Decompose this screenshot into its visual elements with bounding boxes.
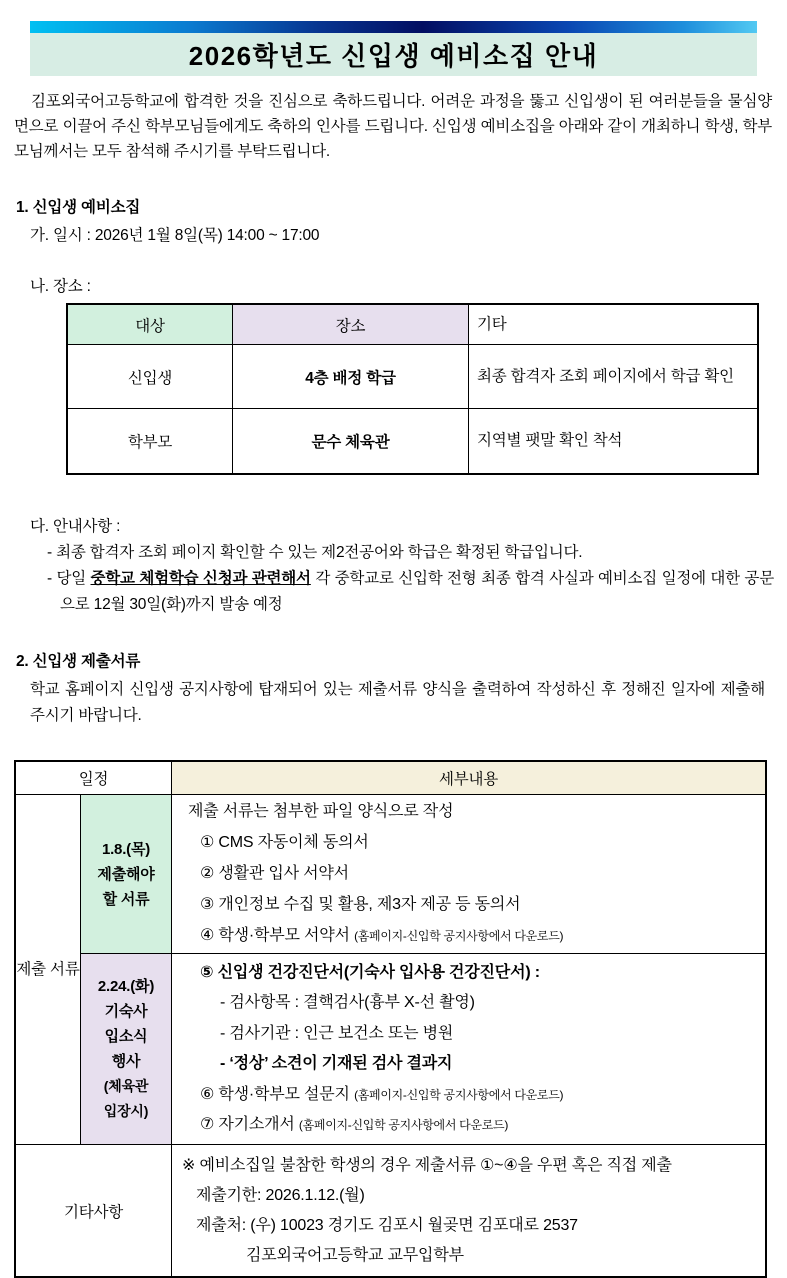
header-target: 대상 [67, 304, 233, 345]
row-group-label: 제출 서류 [15, 795, 81, 1145]
table-row [67, 345, 758, 409]
misc-detail-cell [172, 1145, 767, 1278]
date-line: 기숙사 [104, 1003, 148, 1020]
date-line: 1.8.(목) [101, 840, 151, 858]
documents-row-2 [15, 954, 766, 1145]
misc-line-3: 제출처: (우) 10023 경기도 김포시 월곶면 김포대로 2537 [196, 1216, 578, 1234]
document-item-5: ⑤ 신입생 건강진단서(기숙사 입사용 건강진단서) : [200, 963, 540, 981]
notice-item-2 [47, 566, 774, 618]
notice-item-2-prefix: - 당일 [47, 570, 91, 587]
date-cell-jan8 [81, 795, 172, 954]
date-line: 입소식 [104, 1028, 148, 1045]
section1-datetime: 가. 일시 : 2026년 1월 8일(목) 14:00 ~ 17:00 [30, 227, 320, 244]
detail-cell-feb24 [172, 954, 767, 1145]
date-line: 할 서류 [102, 890, 150, 908]
notice-item-2-emphasis: 중학교 체험학습 신청과 관련해서 [90, 570, 311, 587]
section1-heading: 1. 신입생 예비소집 [16, 199, 141, 216]
section1-notice-label: 다. 안내사항 : [30, 518, 121, 535]
document-item-4-text: ④ 학생·학부모 서약서 [200, 927, 350, 944]
detail-cell-jan8 [172, 795, 767, 954]
date-line: 입장시) [103, 1103, 149, 1119]
document-item-5-sub1: - 검사항목 : 결핵검사(흉부 X-선 촬영) [220, 994, 475, 1011]
table-row [67, 409, 758, 475]
header-etc: 기타 [469, 304, 759, 345]
section2-heading: 2. 신입생 제출서류 [16, 653, 141, 670]
header-place: 장소 [233, 304, 469, 345]
cell-target-freshman: 신입생 [67, 345, 233, 409]
gradient-bar [30, 21, 757, 33]
document-item-6 [172, 1080, 765, 1111]
intro-paragraph: 김포외국어고등학교에 합격한 것을 진심으로 축하드립니다. 어려운 과정을 뚫고 신입생이 된 여러분들을 물심양면으로 이끌어 주신 학부모님들에게도 축하의 인사를 드립니다. 신입생 예비소집을 아래와 같이 개최하니 학생, 학부모님께서는 모두 참석해 주시기를 부탁드립니다. [14, 93, 772, 160]
document-item-7 [172, 1110, 765, 1141]
documents-table [14, 760, 767, 1278]
misc-line-2: 제출기한: 2026.1.12.(월) [196, 1186, 365, 1204]
cell-etc-parent: 지역별 팻말 확인 착석 [469, 409, 759, 475]
documents-table-header-row [15, 761, 766, 795]
header-detail: 세부내용 [172, 761, 767, 795]
documents-row-1 [15, 795, 766, 954]
title-banner [30, 21, 757, 76]
page-title: 2026학년도 신입생 예비소집 안내 [188, 41, 599, 71]
cell-etc-freshman: 최종 합격자 조회 페이지에서 학급 확인 [469, 345, 759, 409]
cell-place-freshman: 4층 배정 학급 [233, 345, 469, 409]
document-item-2: ② 생활관 입사 서약서 [200, 865, 349, 882]
detail-intro: 제출 서류는 첨부한 파일 양식으로 작성 [188, 803, 454, 820]
misc-label: 기타사항 [15, 1145, 172, 1278]
date-line: 제출해야 [97, 865, 155, 883]
date-line: 2.24.(화) [97, 978, 155, 995]
document-item-6-text: ⑥ 학생·학부모 설문지 [200, 1085, 350, 1103]
cell-place-parent: 문수 체육관 [233, 409, 469, 475]
document-item-4 [172, 920, 765, 952]
document-item-7-note: (홈페이지-신입학 공지사항에서 다운로드) [298, 1118, 509, 1132]
notice-item-2-suffix: 각 중학교로 신입학 전형 최종 합격 사실과 예비소집 일정에 대한 공문으로 12월 30일(화)까지 발송 예정 [60, 570, 774, 613]
document-item-5-sub3: - ‘정상’ 소견이 기재된 검사 결과지 [220, 1055, 453, 1072]
date-cell-feb24 [81, 954, 172, 1145]
misc-line-4: 김포외국어고등학교 교무입학부 [246, 1246, 464, 1264]
document-item-1: ① CMS 자동이체 동의서 [200, 834, 369, 851]
document-item-4-note: (홈페이지-신입학 공지사항에서 다운로드) [354, 929, 564, 943]
section2-description: 학교 홈페이지 신입생 공지사항에 탑재되어 있는 제출서류 양식을 출력하여 작성하신 후 정해진 일자에 제출해 주시기 바랍니다. [30, 681, 765, 724]
section1-place-label: 나. 장소 : [30, 278, 91, 295]
documents-row-3 [15, 1145, 766, 1278]
document-item-7-text: ⑦ 자기소개서 [200, 1116, 295, 1133]
date-line: 행사 [111, 1053, 141, 1070]
date-line: (체육관 [103, 1078, 149, 1094]
notice-item-1: - 최종 합격자 조회 페이지 확인할 수 있는 제2전공어와 학급은 확정된 학급입니다. [47, 544, 583, 561]
location-table [66, 303, 759, 475]
document-item-5-sub2: - 검사기관 : 인근 보건소 또는 병원 [220, 1024, 454, 1042]
title-band [30, 33, 757, 76]
cell-target-parent: 학부모 [67, 409, 233, 475]
misc-line-1: ※ 예비소집일 불참한 학생의 경우 제출서류 ①~④을 우편 혹은 직접 제출 [182, 1156, 672, 1174]
document-item-6-note: (홈페이지-신입학 공지사항에서 다운로드) [354, 1087, 564, 1102]
document-item-3: ③ 개인정보 수집 및 활용, 제3자 제공 등 동의서 [200, 896, 521, 913]
location-table-header-row [67, 304, 758, 345]
header-schedule: 일정 [15, 761, 172, 795]
